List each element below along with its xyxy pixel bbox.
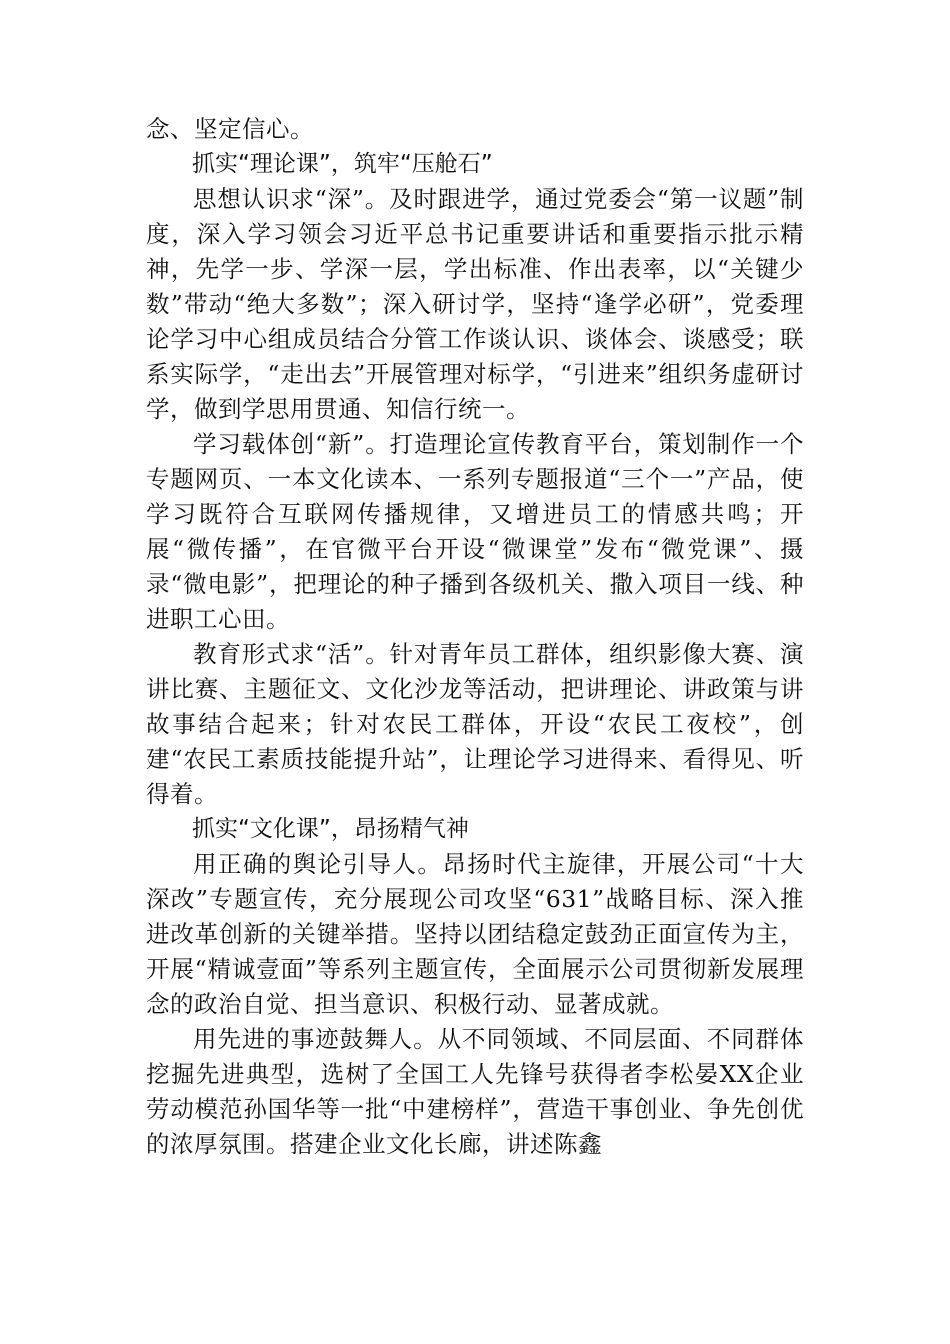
section-heading-culture: 抓实“文化课”，昂扬精气神 bbox=[192, 816, 469, 842]
section-heading-theory: 抓实“理论课”，筑牢“压舱石” bbox=[192, 151, 493, 177]
paragraph-carrier: 学习载体创“新”。打造理论宣传教育平台，策划制作一个专题网页、一本文化读本、一系列专题报道“三个一”产品，使学习既符合互联网传播规律，又增进员工的情感共鸣；开展“微传播”，在官微平台开设“微课堂”发布“微党课”、摄录“微电影”，把理论的种子播到各级机关、撒入项目一线、种进职工心田。 bbox=[146, 430, 804, 633]
paragraph-thinking: 思想认识求“深”。及时跟进学，通过党委会“第一议题”制度，深入学习领会习近平总书记重要讲话和重要指示批示精神，先学一步、学深一层，学出标准、作出表率，以“关键少数”带动“绝大多数”；深入研讨学，坚持“逢学必研”，党委理论学习中心组成员结合分管工作谈认识、谈体会、谈感受；联系实际学，“走出去”开展管理对标学，“引进来”组织务虚研讨学，做到学思用贯通、知信行统一。 bbox=[146, 185, 804, 423]
document-page bbox=[146, 112, 804, 1162]
intro-tail-paragraph: 念、坚定信心。 bbox=[146, 115, 314, 143]
paragraph-public-opinion: 用正确的舆论引导人。昂扬时代主旋律，开展公司“十大深改”专题宣传，充分展现公司攻坚“631”战略目标、深入推进改革创新的关键举措。坚持以团结稳定鼓劲正面宣传为主，开展“精诚壹面”等系列主题宣传，全面展示公司贯彻新发展理念的政治自觉、担当意识、积极行动、显著成就。 bbox=[146, 850, 804, 1018]
paragraph-education: 教育形式求“活”。针对青年员工群体，组织影像大赛、演讲比赛、主题征文、文化沙龙等活动，把讲理论、讲政策与讲故事结合起来；针对农民工群体，开设“农民工夜校”，创建“农民工素质技能提升站”，让理论学习进得来、看得见、听得着。 bbox=[146, 640, 804, 808]
paragraph-advanced-deeds: 用先进的事迹鼓舞人。从不同领域、不同层面、不同群体挖掘先进典型，选树了全国工人先锋号获得者李松晏XX企业劳动模范孙国华等一批“中建榜样”，营造干事创业、争先创优的浓厚氛围。搭建企业文化长廊，讲述陈鑫 bbox=[146, 1025, 804, 1158]
